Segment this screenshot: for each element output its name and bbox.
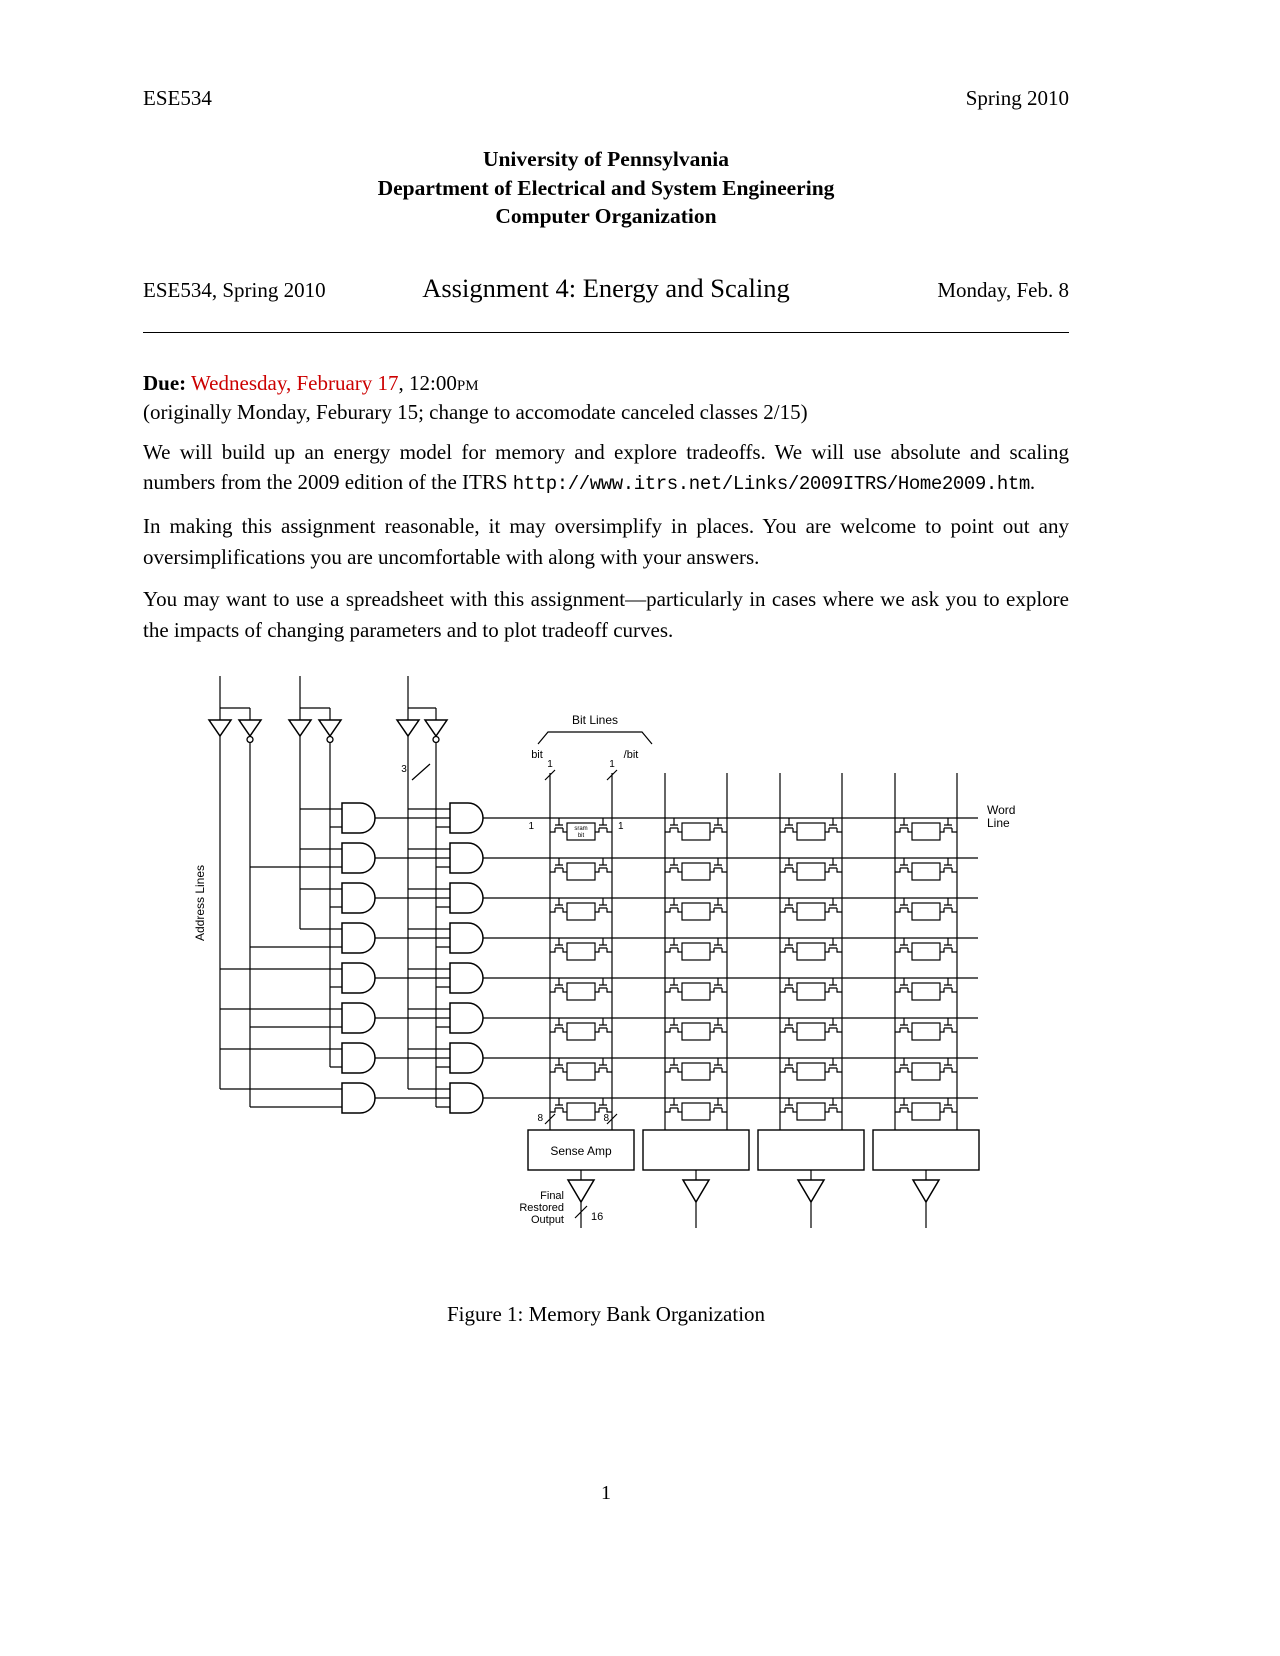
itrs-url: http://www.itrs.net/Links/2009ITRS/Home2009.htm — [512, 473, 1030, 496]
sram-bit-label-line2: bit — [577, 832, 585, 839]
cell-wire-width-left: 1 — [528, 820, 534, 832]
bit-label: bit — [531, 748, 543, 761]
bitline-width-right: 1 — [609, 758, 615, 770]
sense-amp-label: Sense Amp — [550, 1143, 612, 1158]
sram-bit-label-line1: sram — [574, 825, 588, 832]
due-time: , 12:00 — [398, 370, 457, 395]
paragraph-intro-text: We will build up an energy model for memory and explore tradeoffs. We will use absolute and scaling numbers from the 2009 edition of the ITRS — [143, 439, 1069, 495]
term-label: Spring 2010 — [965, 86, 1069, 110]
bit-bar-label: /bit — [623, 748, 639, 761]
title-department: Department of Electrical and System Engineering — [377, 175, 835, 200]
word-line-label-1: Word — [987, 802, 1016, 817]
assignment-date: Monday, Feb. 8 — [937, 277, 1069, 302]
due-date: Wednesday, February 17 — [191, 370, 399, 395]
final-output-label-2: Restored — [519, 1201, 564, 1214]
address-lines-label: Address Lines — [193, 864, 207, 941]
header-rule — [143, 332, 1069, 333]
paragraph-intro-period: . — [1029, 470, 1036, 495]
cell-wire-width-right: 1 — [618, 820, 624, 832]
inverter-bubbles — [247, 736, 439, 742]
paragraph-oversimplify: In making this assignment reasonable, it may oversimplify in places. You are welcome to point out any oversimplifications you are uncomfortable with along with your answers. — [143, 514, 1069, 569]
final-output-label-1: Final — [540, 1189, 564, 1202]
bit-lines-label: Bit Lines — [571, 712, 619, 727]
running-header — [143, 86, 1069, 111]
assignment-title: Assignment 4: Energy and Scaling — [422, 272, 790, 303]
course-code: ESE534 — [143, 86, 212, 110]
rows-count-right: 8 — [603, 1112, 609, 1124]
page-content — [143, 0, 1069, 1327]
due-line — [143, 371, 1069, 396]
figure-caption: Figure 1: Memory Bank Organization — [446, 1301, 766, 1326]
address-bus-width: 3 — [401, 763, 407, 775]
sram-cell-array — [550, 818, 957, 1120]
page-number: 1 — [601, 1482, 611, 1504]
assignment-course: ESE534, Spring 2010 — [143, 277, 326, 302]
title-course: Computer Organization — [495, 204, 717, 229]
title-block — [143, 145, 1069, 231]
due-note: (originally Monday, Feburary 15; change to accomodate canceled classes 2/15) — [143, 399, 808, 424]
memory-bank-diagram — [190, 668, 1030, 1268]
paragraph-spreadsheet: You may want to use a spreadsheet with this assignment—particularly in cases where we ask you to explore the impacts of changing parameters and to plot tradeoff curves. — [143, 587, 1069, 643]
bitline-width-left: 1 — [547, 758, 553, 770]
title-university: University of Pennsylvania — [482, 147, 730, 171]
final-output-label-3: Output — [530, 1213, 564, 1226]
output-bus-width: 16 — [591, 1210, 604, 1223]
figure-memory-bank — [190, 668, 1069, 1268]
due-time-suffix: pm — [456, 370, 479, 395]
assignment-header-row — [143, 273, 1069, 304]
due-label: Due: — [143, 370, 187, 395]
word-line-label-2: Line — [987, 815, 1010, 830]
paragraph-intro — [143, 437, 1069, 499]
rows-count-left: 8 — [537, 1112, 543, 1124]
